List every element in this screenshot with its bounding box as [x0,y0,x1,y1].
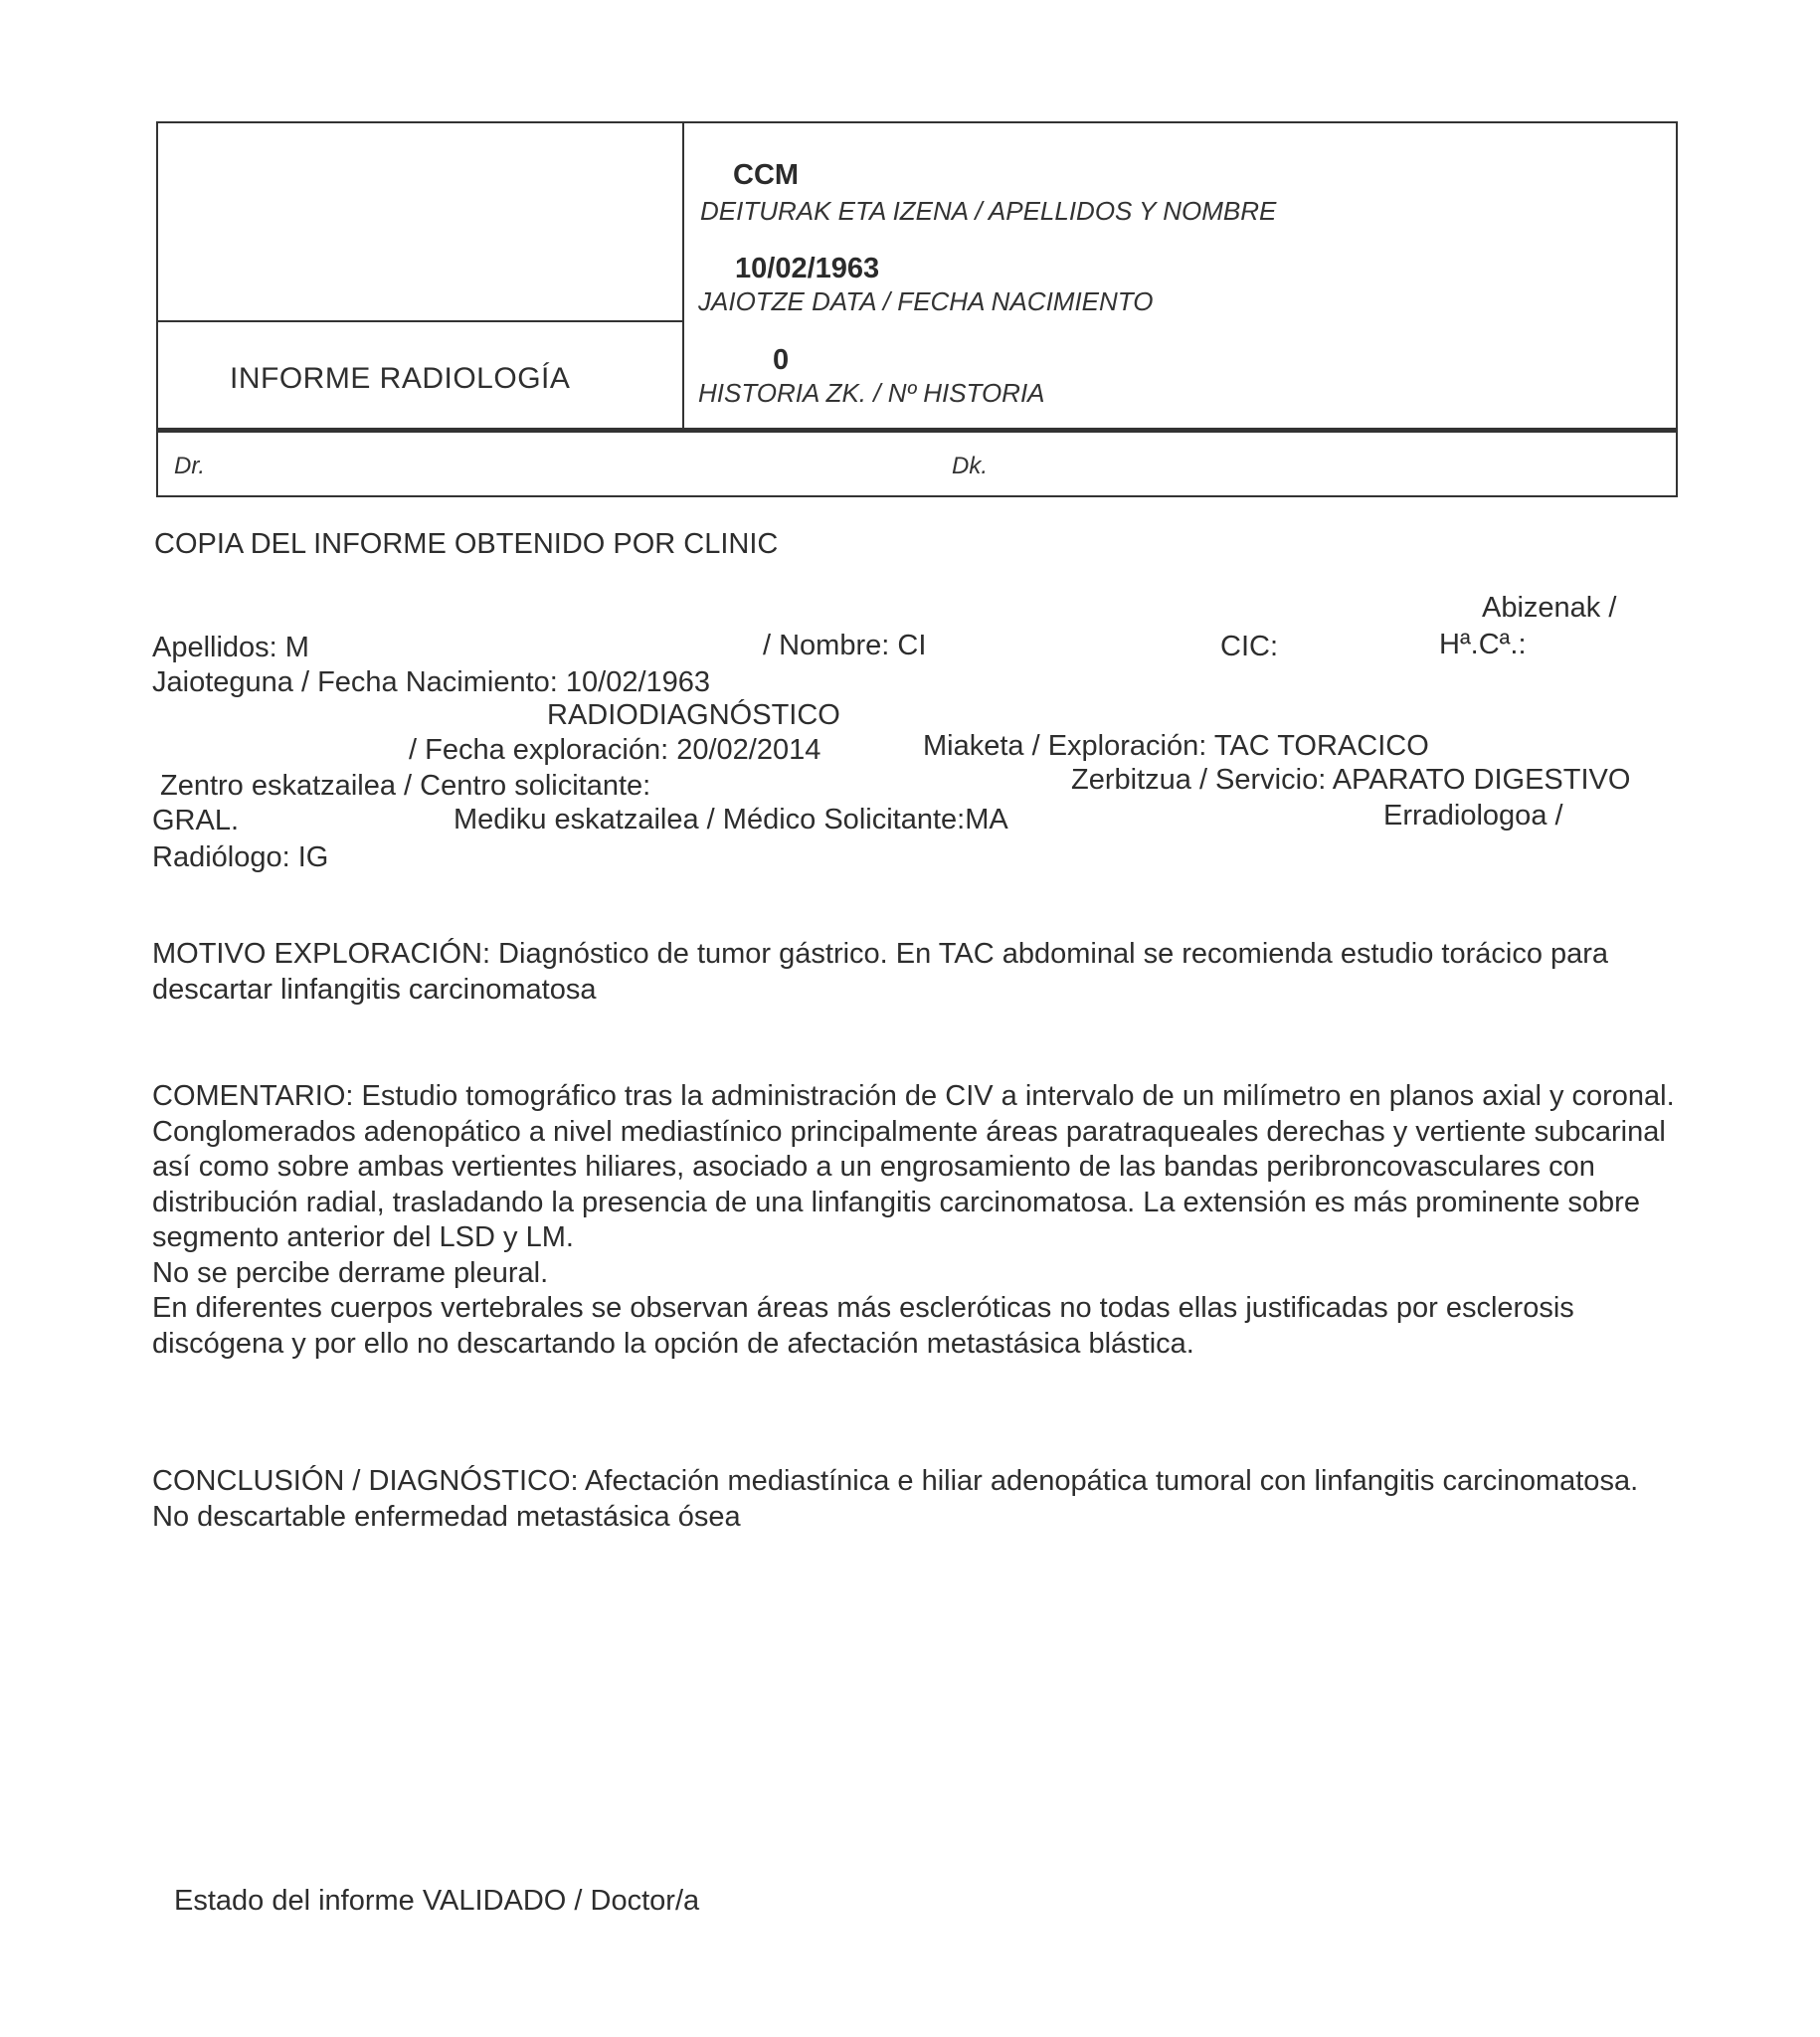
doctor-box [156,430,1678,497]
comentario-section [152,1079,1704,1362]
dk-label: Dk. [952,453,988,479]
nombre-field: / Nombre: CI [763,630,927,661]
birth-date-label: JAIOTZE DATA / FECHA NACIMIENTO [698,286,1154,316]
exam-date-field: / Fecha exploración: 20/02/2014 [409,734,821,766]
erradiologoa-label: Erradiologoa / [1383,800,1563,832]
history-label: HISTORIA ZK. / Nº HISTORIA [698,378,1045,408]
report-title: INFORME RADIOLOGÍA [230,362,571,395]
service-field: Zerbitzua / Servicio: APARATO DIGESTIVO [1071,764,1631,796]
comentario-line-4: En diferentes cuerpos vertebrales se observan áreas más escleróticas no todas ellas justificadas por esclerosis discógena y por ello no descartando la opción de afectación metastásica blástica. [152,1292,1574,1360]
header-divider-vertical [682,123,684,428]
cic-field: CIC: [1220,631,1278,662]
header-box [156,121,1678,430]
radiologist-field: Radiólogo: IG [152,841,329,873]
dr-label: Dr. [174,453,206,479]
conclusion-section [152,1464,1704,1535]
service-continued: GRAL. [152,805,240,836]
conclusion-line-1: CONCLUSIÓN / DIAGNÓSTICO: Afectación mediastínica e hiliar adenopática tumoral con linfangitis carcinomatosa. [152,1465,1639,1497]
comentario-line-3: No se percibe derrame pleural. [152,1256,549,1289]
apellidos-field: Apellidos: M [152,632,309,663]
header-divider-horizontal [158,320,682,322]
requesting-center-field: Zentro eskatzailea / Centro solicitante: [160,770,651,802]
history-value: 0 [773,344,790,376]
motivo-text: MOTIVO EXPLORACIÓN: Diagnóstico de tumor gástrico. En TAC abdominal se recomienda estudio torácico para descartar linfangitis carcinomatosa [152,938,1609,1006]
birth-date-value: 10/02/1963 [735,253,880,284]
copy-notice: COPIA DEL INFORME OBTENIDO POR CLINIC [154,528,779,560]
abizenak-label: Abizenak / [1482,592,1617,624]
patient-name-label: DEITURAK ETA IZENA / APELLIDOS Y NOMBRE [700,196,1277,226]
comentario-line-1: COMENTARIO: Estudio tomográfico tras la administración de CIV a intervalo de un milímetro en planos axial y coronal. [152,1080,1675,1112]
motivo-paragraph [152,937,1704,1008]
exam-type-field: Miaketa / Exploración: TAC TORACICO [923,730,1429,762]
conclusion-line-2: No descartable enfermedad metastásica ósea [152,1500,741,1533]
birth-date-field: Jaioteguna / Fecha Nacimiento: 10/02/1963 [152,666,711,698]
comentario-line-2: Conglomerados adenopático a nivel mediastínico principalmente áreas paratraqueales derechas y vertiente subcarinal así como sobre ambas vertientes hiliares, asociado a un engrosamiento de las bandas peribroncovasculares con distribución radial, trasladando la presencia de una linfangitis carcinomatosa. La extensión es más prominente sobre segmento anterior del LSD y LM. [152,1115,1666,1253]
requesting-doctor-field: Mediku eskatzailea / Médico Solicitante:MA [454,804,1008,835]
report-status: Estado del informe VALIDADO / Doctor/a [174,1885,700,1917]
patient-name-value: CCM [733,159,800,191]
section-heading: RADIODIAGNÓSTICO [547,699,840,731]
hc-field: Hª.Cª.: [1439,629,1527,660]
